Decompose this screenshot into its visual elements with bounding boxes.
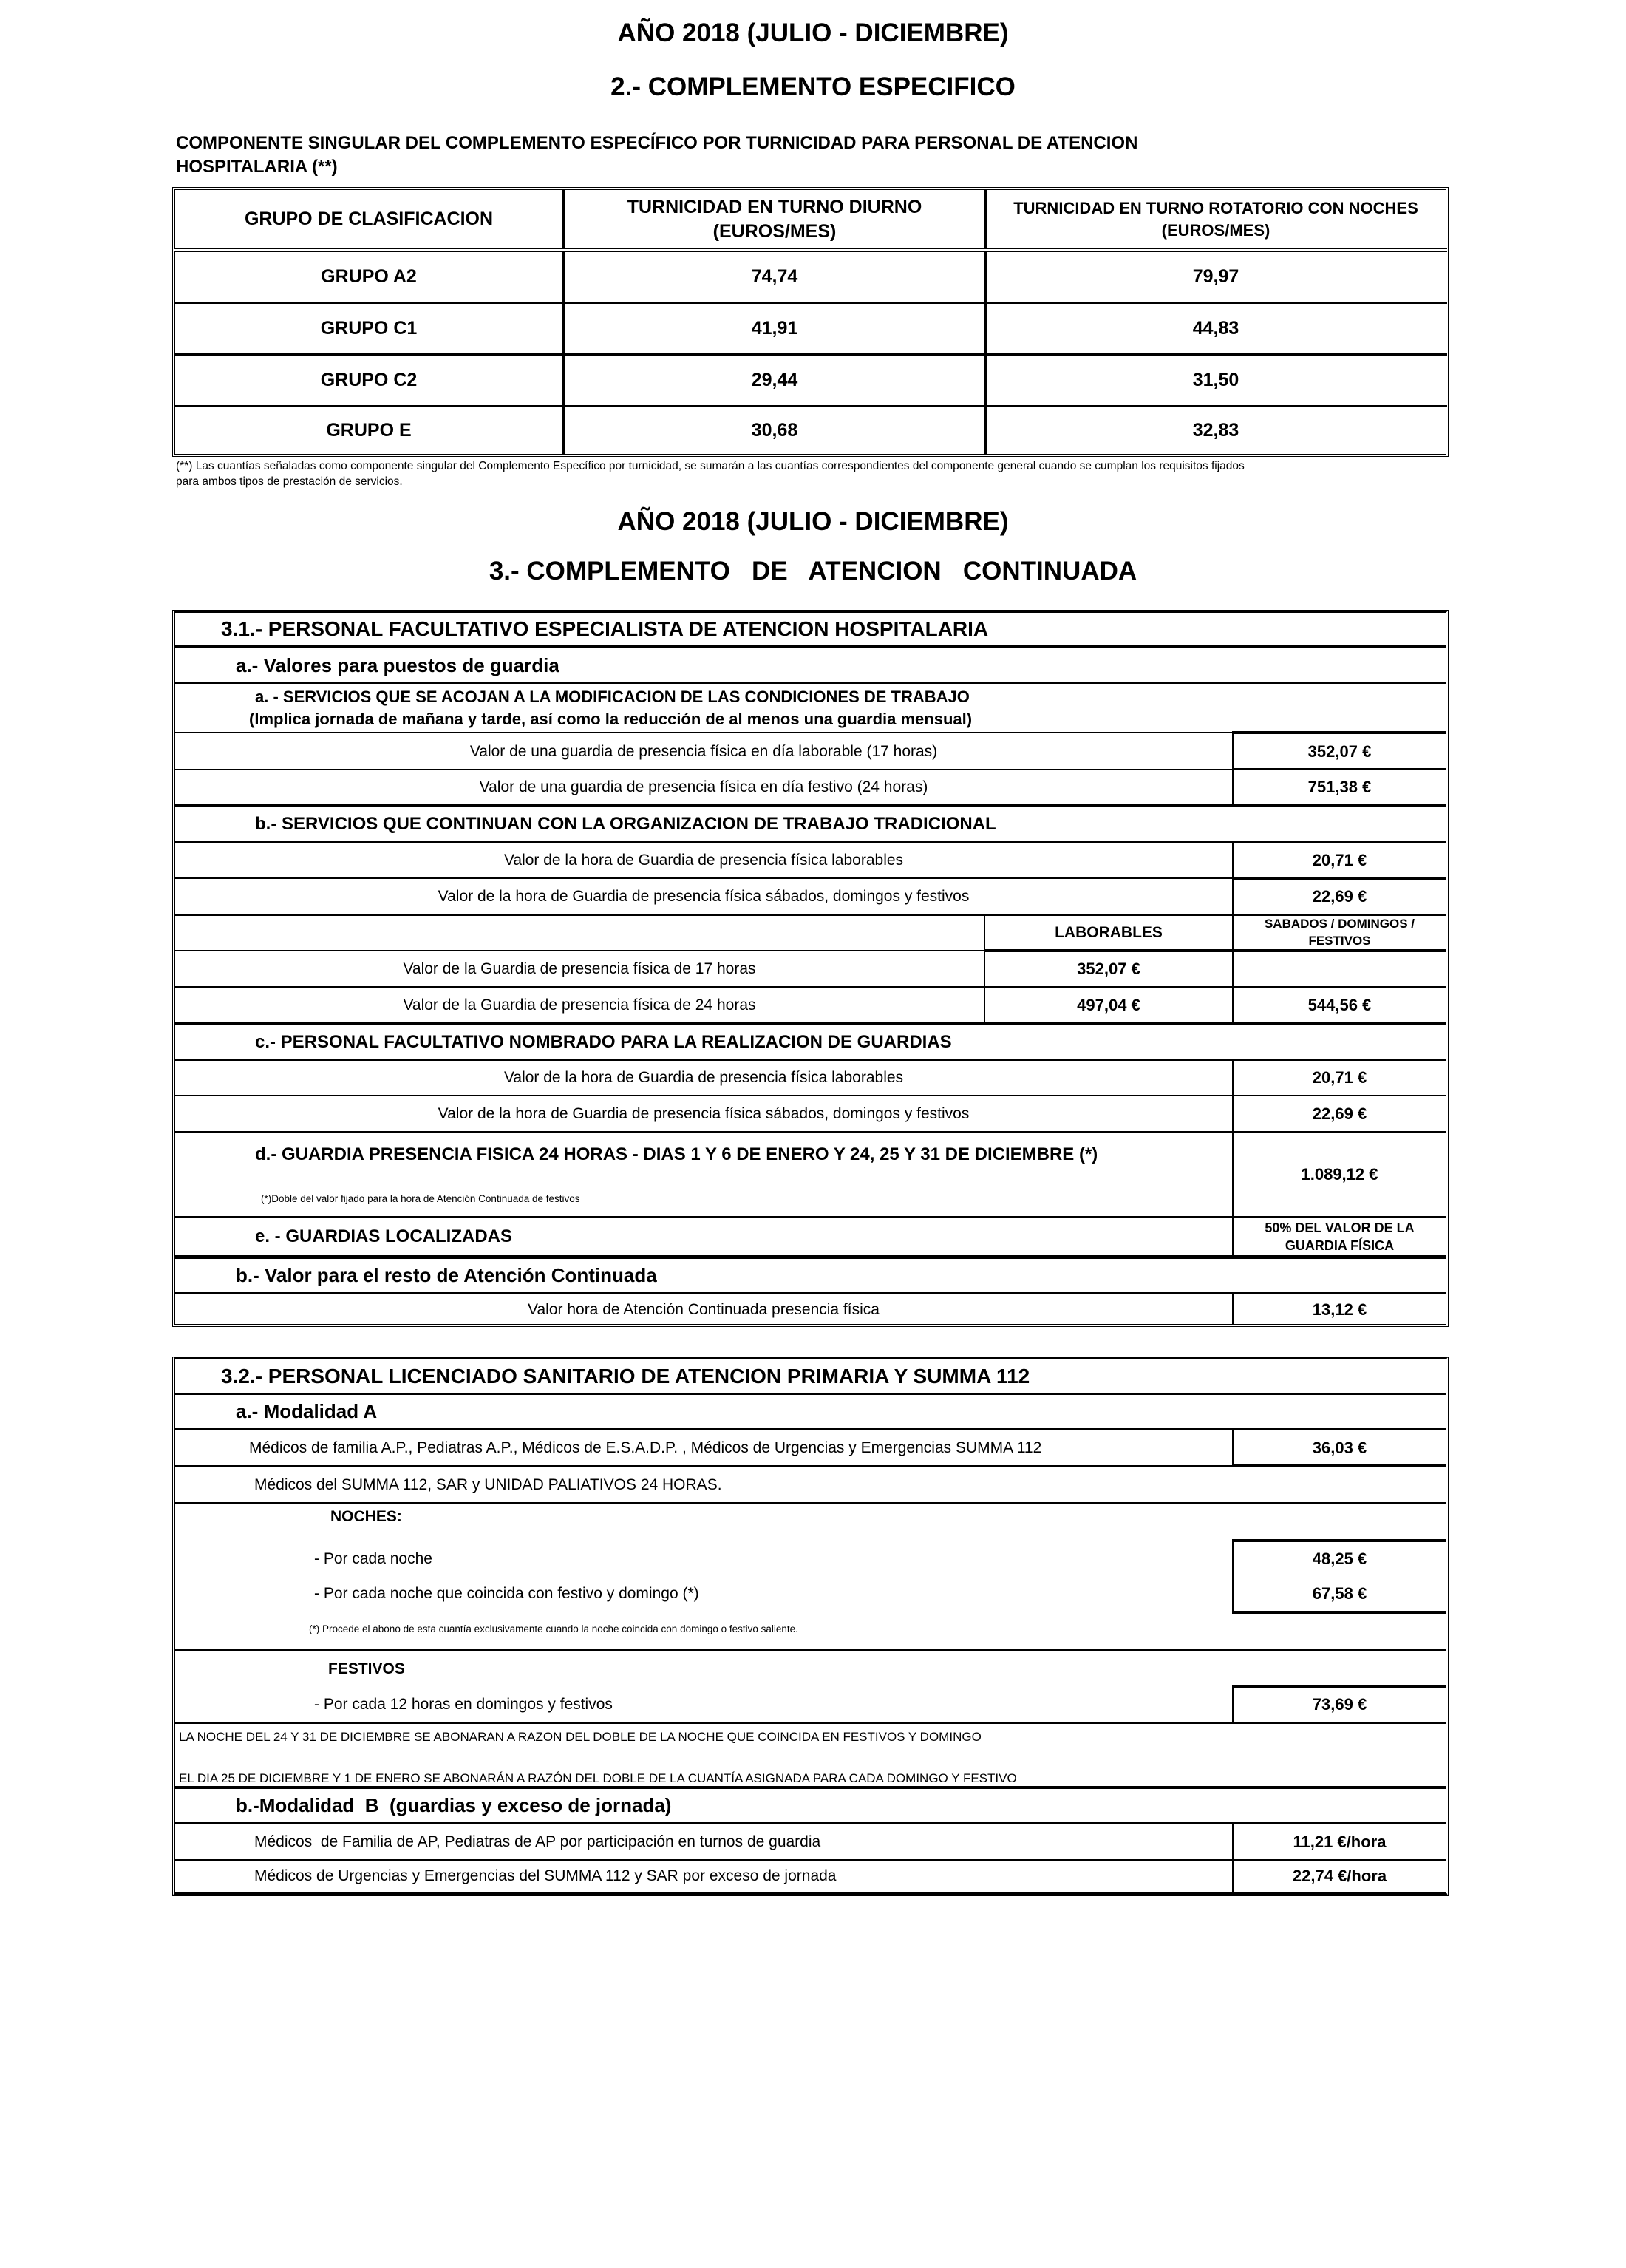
notice-nochebuena: LA NOCHE DEL 24 Y 31 DE DICIEMBRE SE ABONARAN A RAZON DEL DOBLE DE LA NOCHE QUE COINCIDA EN FESTIVOS Y DOMINGO xyxy=(179,1730,982,1744)
diurno-cell: 30,68 xyxy=(751,420,798,441)
grupo-cell: GRUPO A2 xyxy=(321,266,417,287)
row-label: Valor de la hora de Guardia de presencia física laborables xyxy=(503,1069,904,1086)
rotatorio-cell: 31,50 xyxy=(1192,370,1239,390)
row-value-festivos: 544,56 € xyxy=(1307,995,1372,1014)
noches-label: NOCHES: xyxy=(330,1508,402,1525)
section2-subtitle-line2: HOSPITALARIA (**) xyxy=(176,157,338,177)
section-3-2-title: 3.2.- PERSONAL LICENCIADO SANITARIO DE ATENCION PRIMARIA Y SUMMA 112 xyxy=(221,1364,1030,1388)
row-value: 20,71 € xyxy=(1312,851,1367,869)
grupo-cell: GRUPO C1 xyxy=(320,318,418,339)
row-value: 22,69 € xyxy=(1312,1104,1367,1123)
row-value: 20,71 € xyxy=(1312,1068,1367,1087)
subsection-d-value: 1.089,12 € xyxy=(1301,1165,1378,1184)
section3-title: 3.- COMPLEMENTO DE ATENCION CONTINUADA xyxy=(489,557,1137,585)
row-label: Valor de una guardia de presencia física en día festivo (24 horas) xyxy=(479,778,928,795)
rotatorio-cell: 32,83 xyxy=(1192,420,1239,441)
row-label: Valor de la Guardia de presencia física de 17 horas xyxy=(403,960,756,977)
header-festivos-line2: FESTIVOS xyxy=(1308,934,1371,948)
notice-navidad: EL DIA 25 DE DICIEMBRE Y 1 DE ENERO SE ABONARÁN A RAZÓN DEL DOBLE DE LA CUANTÍA ASIGNADA PARA CADA DOMINGO Y FESTIVO xyxy=(179,1771,1017,1785)
subsection-e-value xyxy=(1234,1218,1446,1255)
row-label: - Por cada noche xyxy=(314,1550,432,1567)
subsection-c-title: c.- PERSONAL FACULTATIVO NOMBRADO PARA LA REALIZACION DE GUARDIAS xyxy=(255,1031,952,1052)
subsection-a-title: a.- Valores para puestos de guardia xyxy=(236,653,559,676)
row-value: 48,25 € xyxy=(1312,1549,1367,1568)
section-3-1-title: 3.1.- PERSONAL FACULTATIVO ESPECIALISTA DE ATENCION HOSPITALARIA xyxy=(221,617,989,640)
section2-title: 2.- COMPLEMENTO ESPECIFICO xyxy=(610,72,1016,101)
row-label: Médicos de familia A.P., Pediatras A.P., Médicos de E.S.A.D.P. , Médicos de Urgencias y Emergencias SUMMA 112 xyxy=(249,1439,1042,1456)
header-turno-diurno xyxy=(565,190,984,248)
row-label: Valor hora de Atención Continuada presencia física xyxy=(528,1300,880,1318)
row-label: Valor de la Guardia de presencia física de 24 horas xyxy=(403,996,756,1014)
header-festivos xyxy=(1234,914,1446,950)
diurno-cell: 41,91 xyxy=(751,318,798,339)
row-value: 36,03 € xyxy=(1312,1438,1367,1457)
period-title-section3: AÑO 2018 (JULIO - DICIEMBRE) xyxy=(617,507,1009,536)
row-value: 67,58 € xyxy=(1312,1584,1367,1603)
row-value: 73,69 € xyxy=(1312,1695,1367,1714)
subsection-b-title: b.- SERVICIOS QUE CONTINUAN CON LA ORGANIZACION DE TRABAJO TRADICIONAL xyxy=(255,814,996,834)
row-label: Valor de la hora de Guardia de presencia física sábados, domingos y festivos xyxy=(438,887,970,905)
row-label: Valor de la hora de Guardia de presencia física laborables xyxy=(503,852,904,869)
row-value-laborables: 497,04 € xyxy=(1077,995,1140,1014)
footnote-line2: para ambos tipos de prestación de servicios. xyxy=(176,475,403,488)
section2-subtitle-line1: COMPONENTE SINGULAR DEL COMPLEMENTO ESPECÍFICO POR TURNICIDAD PARA PERSONAL DE ATENCION xyxy=(176,133,1138,153)
header-turno-rotatorio xyxy=(987,190,1445,248)
section2-footnote xyxy=(176,458,1447,489)
servicios-line2: (Implica jornada de mañana y tarde, así como la reducción de al menos una guardia mensual) xyxy=(249,709,973,728)
modalidad-a-title: a.- Modalidad A xyxy=(236,1400,378,1422)
rotatorio-cell: 44,83 xyxy=(1192,318,1239,339)
festivos-label: FESTIVOS xyxy=(328,1660,405,1677)
header-turno-diurno-line1: TURNICIDAD EN TURNO DIURNO xyxy=(627,196,922,217)
diurno-cell: 74,74 xyxy=(751,266,798,287)
grupo-cell: GRUPO E xyxy=(326,420,412,441)
grupo-cell: GRUPO C2 xyxy=(320,370,418,390)
row-value: 751,38 € xyxy=(1307,778,1372,796)
servicios-line1: a. - SERVICIOS QUE SE ACOJAN A LA MODIFICACION DE LAS CONDICIONES DE TRABAJO xyxy=(255,687,970,706)
row-label: - Por cada 12 horas en domingos y festivos xyxy=(314,1696,613,1713)
modalidad-b-title: b.-Modalidad B (guardias y exceso de jornada) xyxy=(236,1794,672,1816)
row-label: Valor de una guardia de presencia física en día laborable (17 horas) xyxy=(469,742,938,760)
footnote-line1: (**) Las cuantías señaladas como componente singular del Complemento Específico por turnicidad, se sumarán a las cuantías correspondientes del componente general cuando se cumplan los requisitos fijados xyxy=(176,460,1245,472)
row-value: 22,74 €/hora xyxy=(1292,1867,1387,1885)
row-label: - Por cada noche que coincida con festivo y domingo (*) xyxy=(314,1585,699,1602)
header-festivos-line1: SABADOS / DOMINGOS / xyxy=(1264,917,1415,931)
e-value-line1: 50% DEL VALOR DE LA xyxy=(1265,1220,1415,1235)
subsection-e-title: e. - GUARDIAS LOCALIZADAS xyxy=(255,1226,512,1246)
row-value: 13,12 € xyxy=(1312,1300,1367,1319)
noches-footnote: (*) Procede el abono de esta cuantía exclusivamente cuando la noche coincida con domingo o festivo saliente. xyxy=(309,1623,798,1634)
header-grupo-clasificacion: GRUPO DE CLASIFICACION xyxy=(244,208,494,229)
e-value-line2: GUARDIA FÍSICA xyxy=(1285,1238,1395,1253)
subsection-b2-title: b.- Valor para el resto de Atención Continuada xyxy=(236,1264,657,1286)
rotatorio-cell: 79,97 xyxy=(1192,266,1239,287)
subsection-d-title: d.- GUARDIA PRESENCIA FISICA 24 HORAS - DIAS 1 Y 6 DE ENERO Y 24, 25 Y 31 DE DICIEMBRE (*) xyxy=(255,1144,1098,1164)
row-label: Valor de la hora de Guardia de presencia física sábados, domingos y festivos xyxy=(438,1104,970,1122)
row-value: 11,21 €/hora xyxy=(1293,1832,1387,1851)
header-turno-rotatorio-line2: (EUROS/MES) xyxy=(1161,220,1270,240)
header-turno-diurno-line2: (EUROS/MES) xyxy=(712,220,837,242)
subsection-d-note: (*)Doble del valor fijado para la hora de Atención Continuada de festivos xyxy=(261,1193,580,1204)
subsection-a-servicios xyxy=(175,684,1446,732)
row-label: Médicos de Familia de AP, Pediatras de AP por participación en turnos de guardia xyxy=(254,1833,821,1850)
row-value: 352,07 € xyxy=(1307,741,1372,761)
row-value-laborables: 352,07 € xyxy=(1077,959,1140,978)
row-value-festivos xyxy=(1234,951,1446,986)
diurno-cell: 29,44 xyxy=(751,370,798,390)
summa-row-label: Médicos del SUMMA 112, SAR y UNIDAD PALIATIVOS 24 HORAS. xyxy=(254,1476,722,1493)
row-value: 22,69 € xyxy=(1312,886,1367,906)
header-laborables: LABORABLES xyxy=(1055,924,1163,941)
period-title-section2: AÑO 2018 (JULIO - DICIEMBRE) xyxy=(617,18,1009,47)
header-turno-rotatorio-line1: TURNICIDAD EN TURNO ROTATORIO CON NOCHES xyxy=(1013,198,1418,217)
row-label: Médicos de Urgencias y Emergencias del SUMMA 112 y SAR por exceso de jornada xyxy=(254,1867,837,1884)
